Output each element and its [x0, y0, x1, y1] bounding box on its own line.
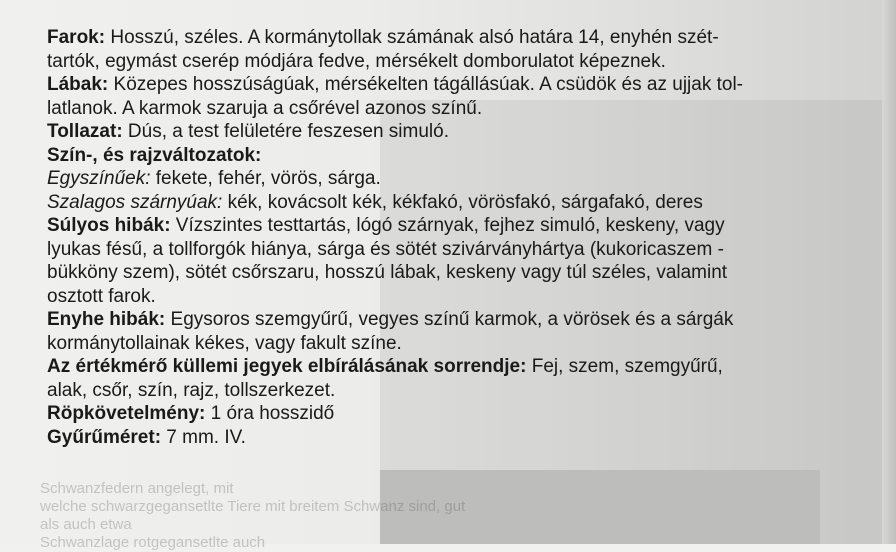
line-text: osztott farok.: [47, 285, 156, 307]
line-text: tartók, egymást cserép módjára fedve, mérsékelt domborulatot képeznek.: [47, 50, 666, 72]
field-label: Röpkövetelmény:: [47, 403, 206, 424]
page-edge: [882, 0, 896, 544]
text-line: [47, 167, 837, 191]
text-line: [47, 285, 837, 309]
text-line: [47, 73, 837, 97]
line-text: kék, kovácsolt kék, kékfakó, vörösfakó, sárgafakó, deres: [222, 191, 703, 213]
line-text: Közepes hosszúságúak, mérsékelten tágállásúak. A csüdök és az ujjak tol-: [108, 74, 743, 95]
line-text: fekete, fehér, vörös, sárga.: [150, 168, 381, 189]
field-label: Lábak:: [47, 74, 109, 95]
field-label: Gyűrűméret:: [47, 426, 162, 448]
line-text: Vízszintes testtartás, lógó szárnyak, fejhez simuló, keskeny, vagy: [170, 215, 725, 236]
variant-label: Egyszínűek:: [47, 168, 151, 189]
field-label: Szín-, és rajzváltozatok:: [47, 144, 262, 166]
line-text: Hosszú, széles. A kormánytollak számának alsó határa 14, enyhén szét-: [105, 27, 719, 48]
text-line: [47, 261, 837, 285]
text-line: [47, 402, 837, 426]
line-text: 7 mm. IV.: [161, 426, 246, 448]
line-text: Fej, szem, szemgyűrű,: [526, 356, 723, 377]
field-label: Az értékmérő küllemi jegyek elbírálásának sorrendje:: [47, 356, 527, 377]
document-body: [47, 26, 837, 449]
field-label: Farok:: [47, 27, 106, 48]
line-text: lyukas fésű, a tollforgók hiánya, sárga és sötét szivárványhártya (kukoricaszem -: [47, 238, 724, 260]
text-line: [47, 355, 837, 379]
bleed-through-line: Schwanzlage rotgegansetlte auch: [40, 534, 266, 551]
text-line: [47, 144, 837, 168]
field-label: Súlyos hibák:: [47, 215, 171, 236]
text-line: [47, 214, 837, 238]
line-text: 1 óra hosszidő: [205, 403, 335, 424]
line-text: Egysoros szemgyűrű, vegyes színű karmok, a vörösek és a sárgák: [165, 309, 734, 330]
line-text: latlanok. A karmok szaruja a csőrével azonos színű.: [47, 97, 483, 119]
text-line: [47, 97, 837, 121]
line-text: bükköny szem), sötét csőrszaru, hosszú lábak, keskeny vagy túl széles, valamint: [47, 262, 728, 283]
line-text: alak, csőr, szín, rajz, tollszerkezet.: [47, 379, 336, 401]
field-label: Tollazat:: [47, 121, 123, 142]
bleed-through-line: Schwanzfedern angelegt, mit: [40, 480, 234, 497]
bleed-through-line: welche schwarzgegansetlte Tiere mit breitem Schwanz sind, gut als auch etwa: [40, 498, 466, 533]
text-line: [47, 332, 837, 356]
field-label: Enyhe hibák:: [47, 309, 166, 330]
text-line: [47, 191, 837, 215]
variant-label: Szalagos szárnyúak:: [47, 191, 223, 213]
text-line: [47, 120, 837, 144]
line-text: Dús, a test felületére feszesen simuló.: [122, 121, 449, 142]
line-text: kormánytollainak kékes, vagy fakult színe.: [47, 332, 402, 354]
text-line: [47, 426, 837, 450]
text-line: [47, 308, 837, 332]
text-line: [47, 379, 837, 403]
text-line: [47, 50, 837, 74]
text-line: [47, 26, 837, 50]
text-line: [47, 238, 837, 262]
bleed-through-text: [40, 480, 480, 552]
